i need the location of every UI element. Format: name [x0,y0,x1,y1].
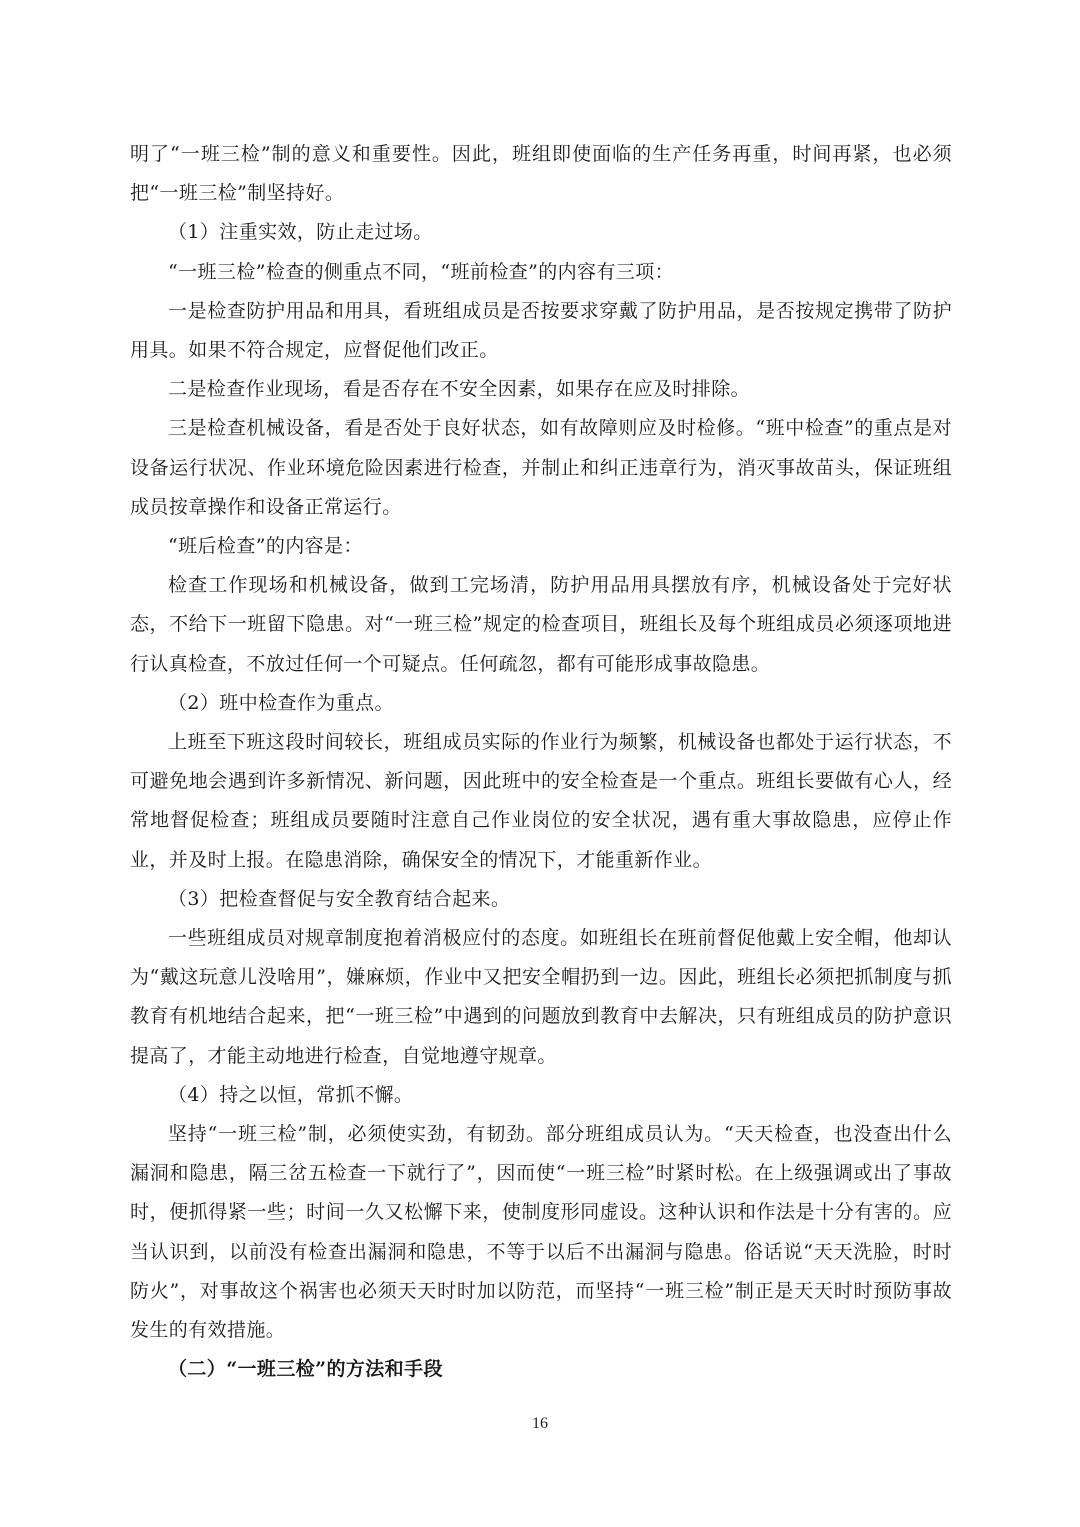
paragraph-pre-shift-check-intro: “一班三检”检查的侧重点不同，“班前检查”的内容有三项： [168,260,675,283]
subheading-focus-on-effectiveness: （1）注重实效，防止走过场。 [168,221,433,244]
page-number: 16 [532,1415,548,1432]
paragraph-mid-shift-content: 上班至下班这段时间较长，班组成员实际的作业行为频繁，机械设备也都处于运行状态，不可避免地会遇到许多新情况、新问题，因此班中的安全检查是一个重点。班组长要做有心人，经常地督促检查；班组成员要随时注意自己作业岗位的安全状况，遇有重大事故隐患，应停止作业，并及时上报。在隐患消除，确保安全的情况下，才能重新作业。 [130,731,952,871]
subheading-mid-shift-focus: （2）班中检查作为重点。 [168,691,394,714]
paragraph-item-two: 二是检查作业现场，看是否存在不安全因素，如果存在应及时排除。 [168,378,751,401]
section-heading-methods: （二）“一班三检”的方法和手段 [168,1358,443,1381]
document-body [130,135,952,1390]
subheading-combine-with-education: （3）把检查督促与安全教育结合起来。 [168,887,511,910]
paragraph-item-one: 一是检查防护用品和用具，看班组成员是否按要求穿戴了防护用品，是否按规定携带了防护用具。如果不符合规定，应督促他们改正。 [130,299,952,362]
paragraph-education-content: 一些班组成员对规章制度抱着消极应付的态度。如班组长在班前督促他戴上安全帽，他却认为“戴这玩意儿没啥用”，嫌麻烦，作业中又把安全帽扔到一边。因此，班组长必须把抓制度与抓教育有机地结合起来，把“一班三检”中遇到的问题放到教育中去解决，只有班组成员的防护意识提高了，才能主动地进行检查，自觉地遵守规章。 [130,927,952,1067]
paragraph-persistence-content: 坚持“一班三检”制，必须使实劲，有韧劲。部分班组成员认为。“天天检查，也没查出什么漏洞和隐患，隔三岔五检查一下就行了”，因而使“一班三检”时紧时松。在上级强调或出了事故时，便抓得紧一些；时间一久又松懈下来，使制度形同虚设。这种认识和作法是十分有害的。应当认识到，以前没有检查出漏洞和隐患，不等于以后不出漏洞与隐患。俗话说“天天洗脸，时时防火”，对事故这个祸害也必须天天时时加以防范，而坚持“一班三检”制正是天天时时预防事故发生的有效措施。 [130,1123,953,1342]
paragraph-post-shift-check-intro: “班后检查”的内容是： [168,535,363,558]
subheading-persistence: （4）持之以恒，常抓不懈。 [168,1083,414,1106]
paragraph-continuation: 明了“一班三检”制的意义和重要性。因此，班组即使面临的生产任务再重，时间再紧，也必须把“一班三检”制坚持好。 [130,143,952,205]
paragraph-post-shift-check-content: 检查工作现场和机械设备，做到工完场清，防护用品用具摆放有序，机械设备处于完好状态，不给下一班留下隐患。对“一班三检”规定的检查项目，班组长及每个班组成员必须逐项地进行认真检查，不放过任何一个可疑点。任何疏忽，都有可能形成事故隐患。 [130,574,952,675]
paragraph-item-three: 三是检查机械设备，看是否处于良好状态，如有故障则应及时检修。“班中检查”的重点是对设备运行状况、作业环境危险因素进行检查，并制止和纠正违章行为，消灭事故苗头，保证班组成员按章操作和设备正常运行。 [130,417,952,518]
